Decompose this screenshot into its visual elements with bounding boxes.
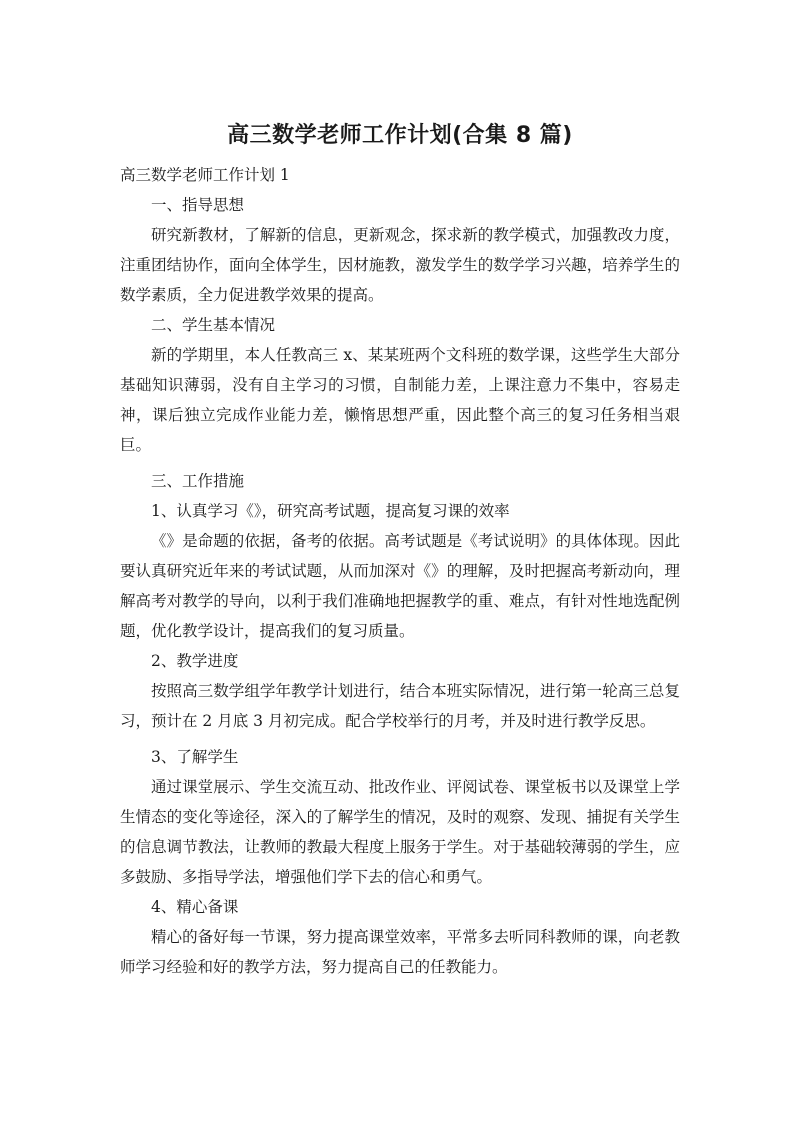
paragraph-lesson-prep xyxy=(120,922,680,982)
section-heading-guiding-thought: 一、指导思想 xyxy=(151,196,245,214)
paragraph-text: 研究新教材，了解新的信息，更新观念，探求新的教学模式，加强教改力度，注重团结协作，面向全体学生，因材施教，激发学生的数学学习兴趣，培养学生的数学素质，全力促进教学效果的提高。 xyxy=(120,226,680,304)
paragraph-study-exam xyxy=(120,526,680,646)
document-body xyxy=(120,160,680,982)
paragraph-text: 新的学期里，本人任教高三 x、某某班两个文科班的数学课，这些学生大部分基础知识薄弱，没有自主学习的习惯，自制能力差，上课注意力不集中，容易走神，课后独立完成作业能力差，懒惰思想严重，因此整个高三的复习任务相当艰巨。 xyxy=(120,346,680,454)
paragraph-understand-students xyxy=(120,772,680,892)
paragraph-guiding-thought xyxy=(120,220,680,310)
paragraph-text: 精心的备好每一节课，努力提高课堂效率，平常多去听同科教师的课，向老教师学习经验和好的教学方法，努力提高自己的任教能力。 xyxy=(120,928,680,976)
subheading-study-exam: 1、认真学习《》，研究高考试题，提高复习课的效率 xyxy=(151,502,510,520)
subheading-understand-students: 3、了解学生 xyxy=(151,748,239,766)
plan-subtitle: 高三数学老师工作计划 1 xyxy=(120,166,290,184)
paragraph-text: 按照高三数学组学年教学计划进行，结合本班实际情况，进行第一轮高三总复习，预计在 2 月底 3 月初完成。配合学校举行的月考，并及时进行教学反思。 xyxy=(120,682,680,730)
paragraph-text: 通过课堂展示、学生交流互动、批改作业、评阅试卷、课堂板书以及课堂上学生情态的变化等途径，深入的了解学生的情况，及时的观察、发现、捕捉有关学生的信息调节教法，让教师的教最大程度上服务于学生。对于基础较薄弱的学生，应多鼓励、多指导学法，增强他们学下去的信心和勇气。 xyxy=(120,778,680,886)
document-title: 高三数学老师工作计划(合集 8 篇) xyxy=(227,123,573,148)
subheading-teaching-progress: 2、教学进度 xyxy=(151,652,239,670)
paragraph-teaching-progress xyxy=(120,676,680,736)
subheading-lesson-prep: 4、精心备课 xyxy=(151,898,239,916)
section-heading-work-measures: 三、工作措施 xyxy=(151,472,245,490)
paragraph-text: 《》是命题的依据，备考的依据。高考试题是《考试说明》的具体体现。因此要认真研究近年来的考试试题，从而加深对《》的理解，及时把握高考新动向，理解高考对教学的导向，以利于我们准确地把握教学的重、难点，有针对性地选配例题，优化教学设计，提高我们的复习质量。 xyxy=(120,532,680,640)
section-heading-student-situation: 二、学生基本情况 xyxy=(151,316,276,334)
paragraph-student-situation xyxy=(120,340,680,460)
